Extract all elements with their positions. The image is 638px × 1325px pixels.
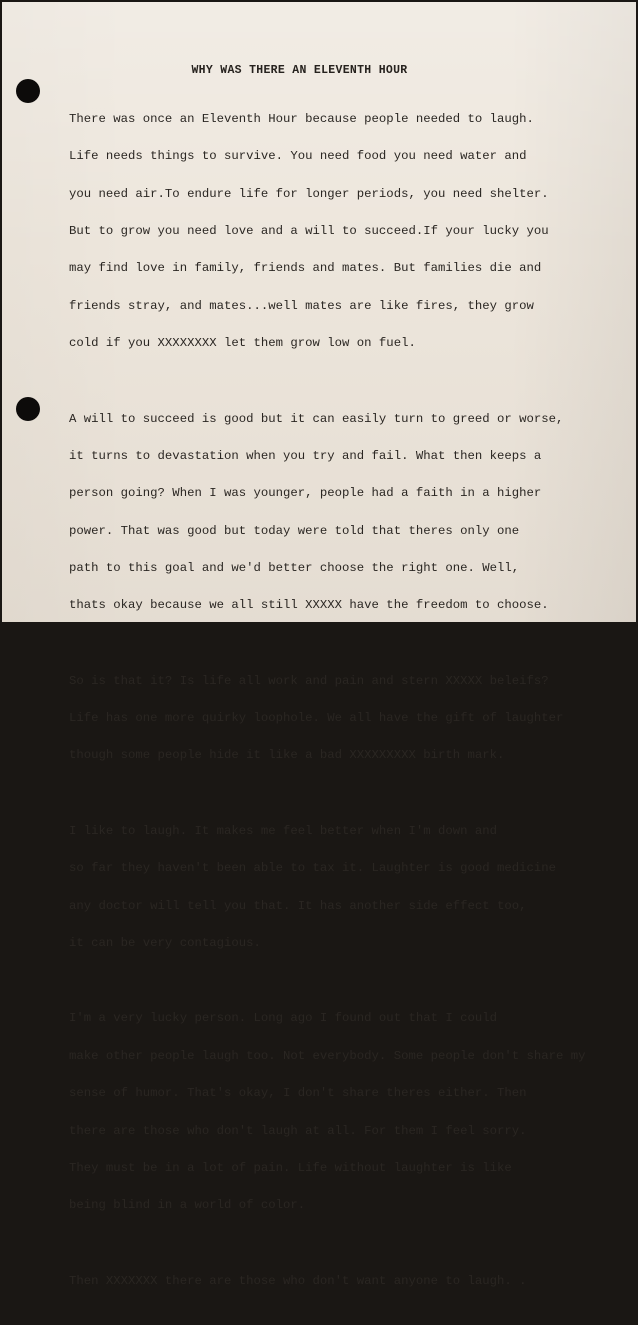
text-line: make other people laugh too. Not everybody. Some people don't share my xyxy=(69,1048,586,1063)
paragraph-6 xyxy=(69,1250,629,1312)
typed-body xyxy=(69,88,629,1325)
text-line: They must be in a lot of pain. Life without laughter is like xyxy=(69,1160,512,1175)
text-line: So is that it? Is life all work and pain and stern XXXXX beleifs? xyxy=(69,673,549,688)
text-line: I like to laugh. It makes me feel better when I'm down and xyxy=(69,823,498,838)
text-line: friends stray, and mates...well mates are like fires, they grow xyxy=(69,298,534,313)
text-line: But to grow you need love and a will to succeed.If your lucky you xyxy=(69,223,549,238)
text-line: Life has one more quirky loophole. We all have the gift of laughter xyxy=(69,711,564,726)
text-line: you need air.To endure life for longer periods, you need shelter. xyxy=(69,186,549,201)
text-line: Then XXXXXXX there are those who don't want anyone to laugh. . xyxy=(69,1273,527,1288)
text-line: may find love in family, friends and mates. But families die and xyxy=(69,261,542,276)
text-line: A will to succeed is good but it can easily turn to greed or worse, xyxy=(69,411,564,426)
text-line: so far they haven't been able to tax it. Laughter is good medicine xyxy=(69,861,557,876)
text-line: sense of humor. That's okay, I don't share theres either. Then xyxy=(69,1086,527,1101)
text-line: path to this goal and we'd better choose the right one. Well, xyxy=(69,560,520,575)
text-line: though some people hide it like a bad XXXXXXXXX birth mark. xyxy=(69,748,505,763)
text-line: there are those who don't laugh at all. For them I feel sorry. xyxy=(69,1123,527,1138)
text-line: it turns to devastation when you try and fail. What then keeps a xyxy=(69,448,542,463)
page-title: WHY WAS THERE AN ELEVENTH HOUR xyxy=(191,64,408,77)
paragraph-1 xyxy=(69,88,629,374)
text-line: thats okay because we all still XXXXX have the freedom to choose. xyxy=(69,598,549,613)
text-line: being blind in a world of color. xyxy=(69,1198,306,1213)
binder-hole-top xyxy=(16,79,40,103)
typed-page xyxy=(2,2,636,1288)
text-line: There was once an Eleventh Hour because people needed to laugh. xyxy=(69,111,534,126)
text-line: I'm a very lucky person. Long ago I found out that I could xyxy=(69,1011,498,1026)
binder-hole-bottom xyxy=(16,397,40,421)
paragraph-3 xyxy=(69,650,629,787)
text-line: cold if you XXXXXXXX let them grow low on fuel. xyxy=(69,336,416,351)
paragraph-4 xyxy=(69,800,629,974)
text-line: power. That was good but today were told that theres only one xyxy=(69,523,520,538)
text-line: it can be very contagious. xyxy=(69,936,261,951)
paragraph-5 xyxy=(69,988,629,1237)
text-line: person going? When I was younger, people had a faith in a higher xyxy=(69,486,542,501)
text-line: Life needs things to survive. You need food you need water and xyxy=(69,149,527,164)
paragraph-2 xyxy=(69,388,629,637)
text-line: any doctor will tell you that. It has another side effect too, xyxy=(69,898,527,913)
